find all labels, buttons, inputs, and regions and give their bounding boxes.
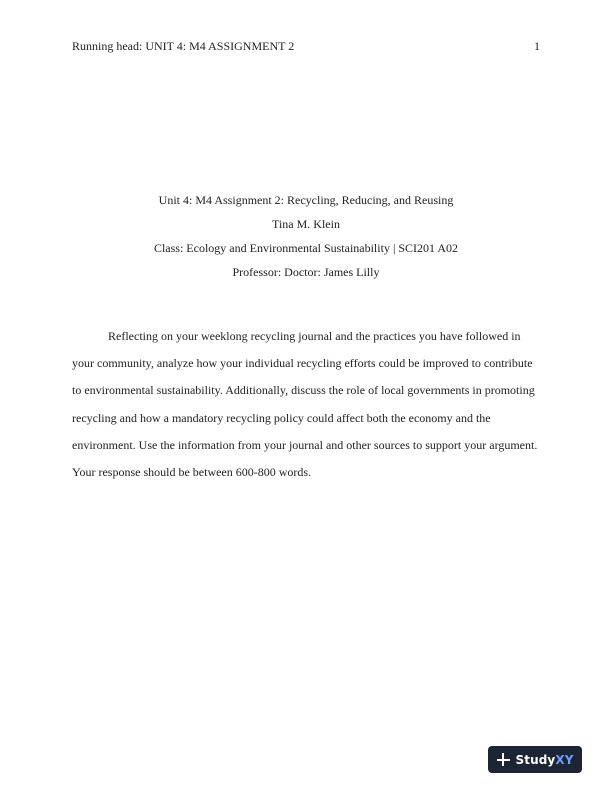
paragraph-line: your community, analyze how your individual recycling efforts could be improved to contribute [72,356,533,371]
logo-text-main: Study [515,752,556,767]
page-header [72,38,540,54]
author-name: Tina M. Klein [272,217,340,231]
running-head: Running head: UNIT 4: M4 ASSIGNMENT 2 [72,39,295,53]
title-block [72,190,540,286]
studyxy-logo[interactable] [488,746,582,773]
assignment-title: Unit 4: M4 Assignment 2: Recycling, Reducing, and Reusing [158,193,454,207]
page-number: 1 [534,39,540,53]
paragraph-line: recycling and how a mandatory recycling policy could affect both the economy and the [72,410,491,425]
paragraph-line: to environmental sustainability. Additionally, discuss the role of local governments in promoting [72,383,535,398]
paragraph-line: environment. Use the information from your journal and other sources to support your argument. [72,437,538,452]
class-info: Class: Ecology and Environmental Sustainability | SCI201 A02 [153,241,459,255]
body-paragraph [72,323,542,486]
plus-icon [497,753,510,766]
professor-info: Professor: Doctor: James Lilly [232,265,380,279]
paragraph-line: Your response should be between 600-800 words. [72,465,312,480]
logo-wordmark [516,753,574,767]
paragraph-line: Reflecting on your weeklong recycling journal and the practices you have followed in [108,329,521,343]
logo-text-accent: XY [555,752,574,767]
